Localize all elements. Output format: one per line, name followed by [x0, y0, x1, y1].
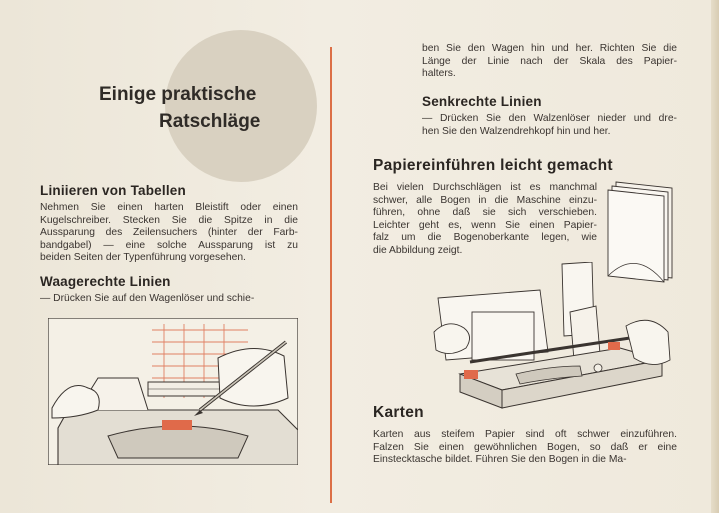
text-line: Aussparung des Zeilensuchers (hinter der Farb-: [40, 227, 298, 239]
section-body-senkrechte: [422, 113, 677, 138]
section-heading-karten: Karten: [373, 404, 424, 421]
text-line: — Drücken Sie den Walzenlöser nieder und dre-: [422, 113, 677, 124]
section-body-papiereinfuehren: [373, 182, 597, 258]
text-line: hen Sie den Walzendrehkopf hin und her.: [422, 125, 611, 137]
title-circle: [165, 30, 317, 182]
page-title-line1: Einige praktische: [99, 84, 257, 105]
page-title-line2: Ratschläge: [159, 111, 261, 132]
text-line: schwer, alle Bogen in die Maschine einzu-: [373, 194, 597, 206]
text-line: Einstecktasche bildet. Führen Sie den Bogen in die Ma-: [373, 454, 627, 466]
text-line: Nehmen Sie einen harten Bleistift oder einen: [40, 202, 298, 213]
text-line: Leichter geht es, wenn Sie einen Papier-: [373, 219, 597, 231]
text-line: — Drücken Sie auf den Wagenlöser und schie-: [40, 293, 255, 304]
section-body-continued: [422, 43, 677, 81]
section-body-liniieren: [40, 202, 298, 265]
text-line: halters.: [422, 68, 456, 80]
illustration-paper-insertion: [430, 262, 678, 410]
text-line: Karten aus steifem Papier sind oft schwer einzuführen.: [373, 429, 677, 440]
illustration-ruling-lines: [48, 318, 298, 465]
text-line: führen, ohne daß sie sich verschieben.: [373, 207, 597, 219]
center-divider: [330, 47, 332, 503]
section-heading-liniieren: Liniieren von Tabellen: [40, 183, 186, 198]
text-line: Kugelschreiber. Stecken Sie die Spitze in die: [40, 214, 298, 226]
text-line: Länge der Linie nach der Skala des Papier-: [422, 55, 677, 67]
section-heading-waagerechte: Waagerechte Linien: [40, 274, 171, 289]
text-line: falz um die Bogenoberkante legen, wie: [373, 232, 597, 244]
section-body-waagerechte: [40, 293, 298, 306]
text-line: die Abbildung zeigt.: [373, 244, 463, 256]
text-line: bandgabel) — eine solche Aussparung ist zu: [40, 239, 298, 251]
text-line: beiden Seiten der Typenführung vorgesehen.: [40, 252, 246, 264]
section-heading-senkrechte: Senkrechte Linien: [422, 94, 542, 109]
text-line: Bei vielen Durchschlägen ist es manchmal: [373, 182, 597, 193]
text-line: ben Sie den Wagen hin und her. Richten Sie die: [422, 43, 677, 54]
section-body-karten: [373, 429, 677, 467]
text-line: Falzen Sie einen gewöhnlichen Bogen, so daß er eine: [373, 441, 677, 453]
section-heading-papiereinfuehren: Papiereinführen leicht gemacht: [373, 157, 613, 174]
page-edge: [711, 0, 719, 513]
